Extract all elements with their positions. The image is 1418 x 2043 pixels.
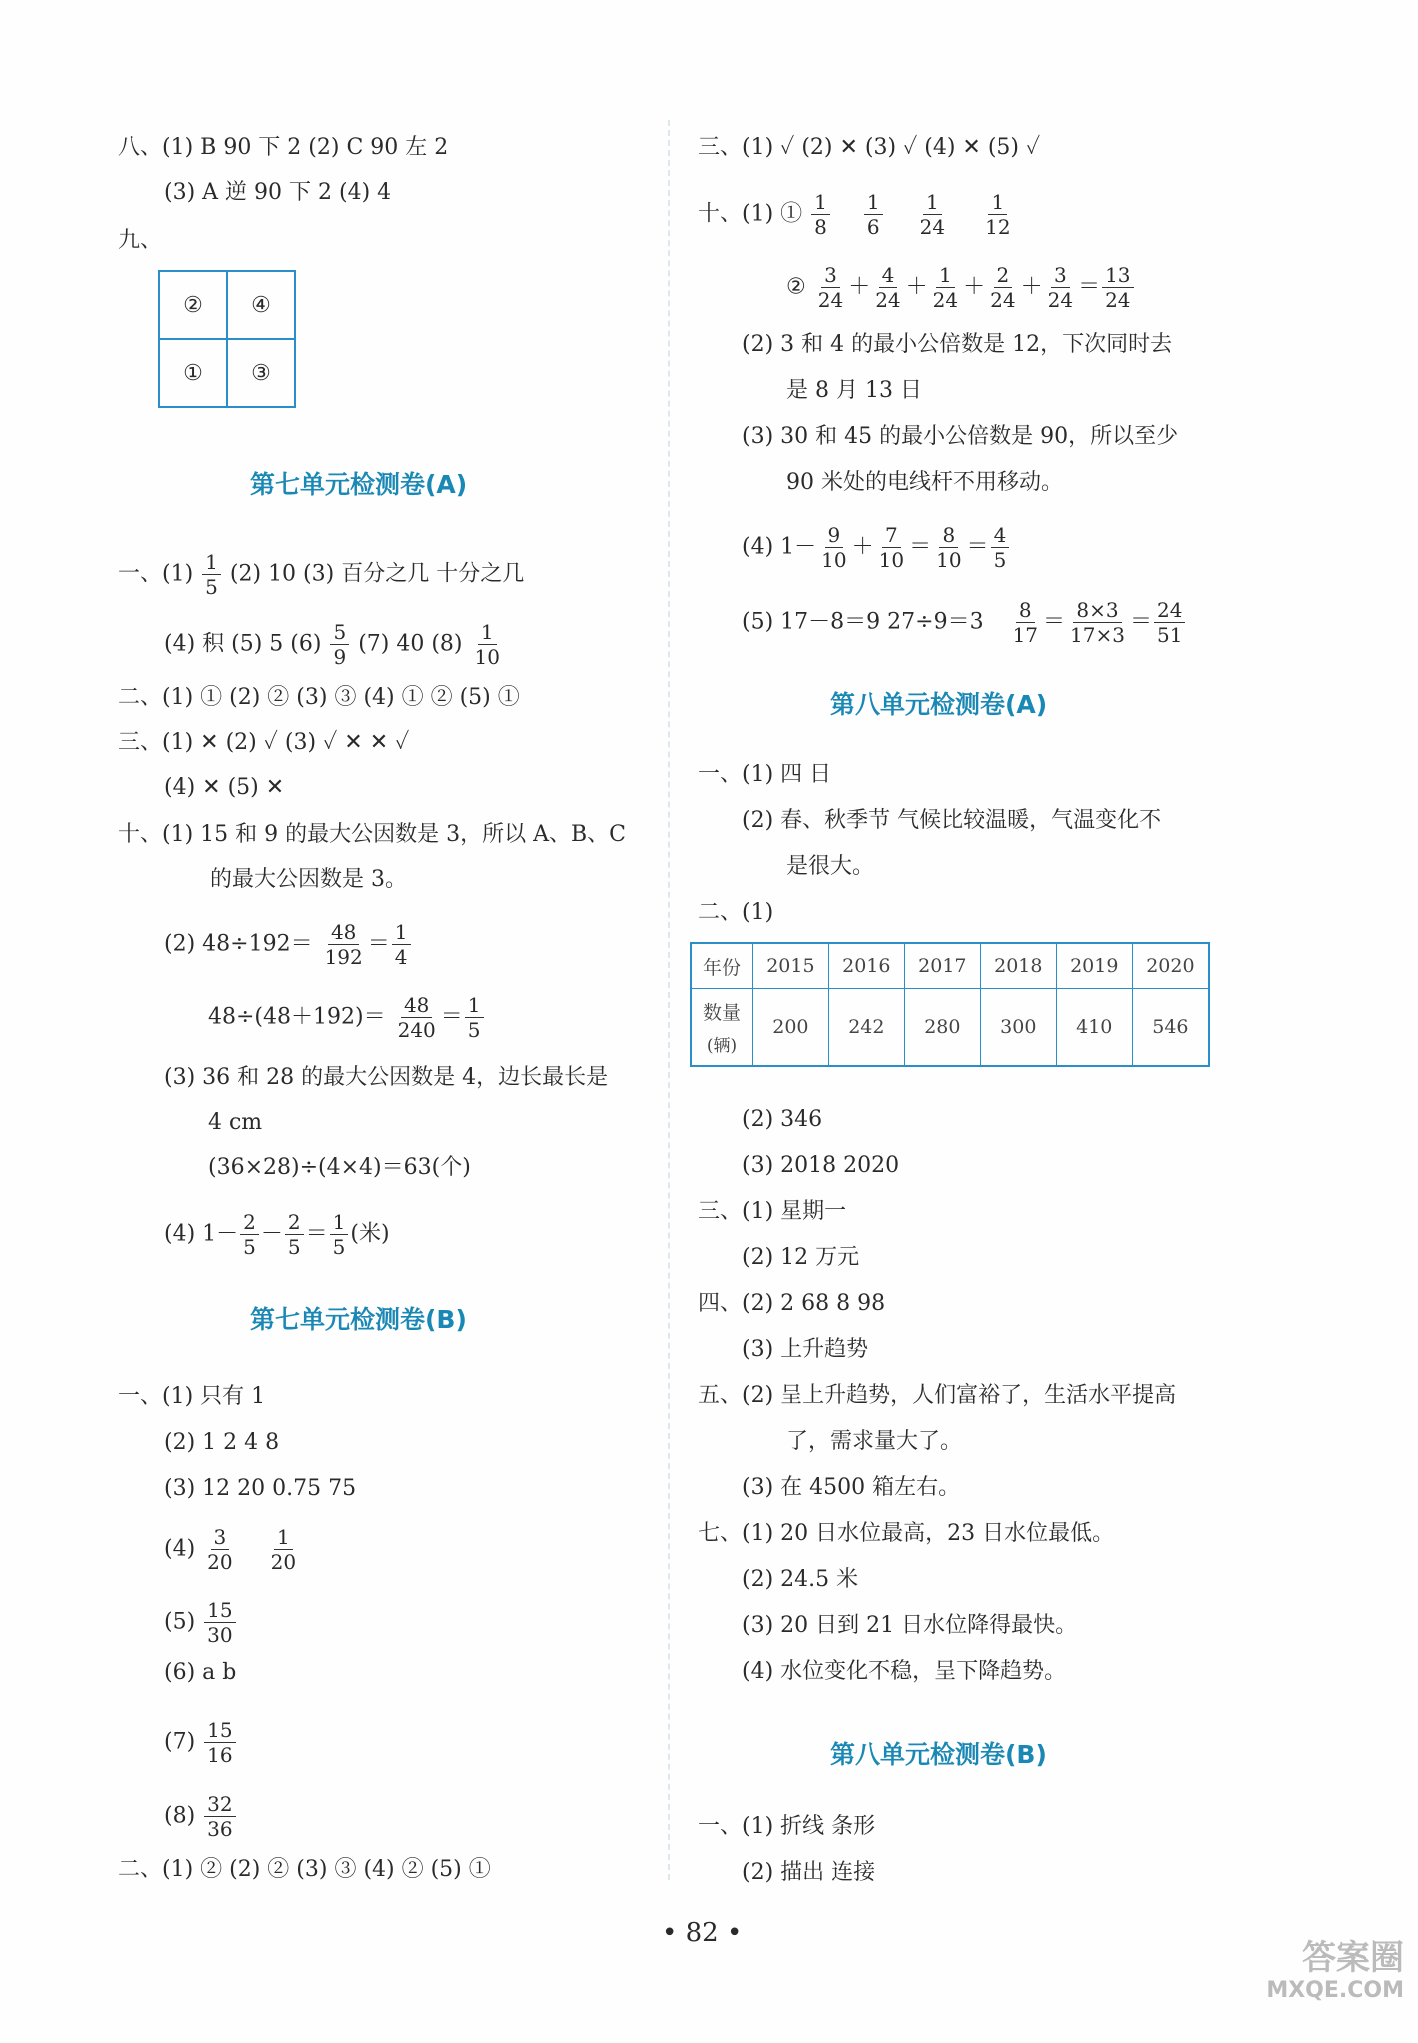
answer-c1-line2: (2) 春、秋季节 气候比较温暖，气温变化不 [742, 808, 1162, 833]
answer-b1-line4: (4) $\frac{3}{20}$ $\frac{1}{20}$ [164, 1525, 297, 1574]
answer-b1-line3: (3) 12 20 0.75 75 [164, 1476, 357, 1501]
table-header-cell: 2018 [980, 943, 1056, 989]
answer-r10-line6: 90 米处的电线杆不用移动。 [786, 470, 1063, 495]
grid-cell: ③ [251, 360, 271, 386]
answer-a10-line2: 的最大公因数是 3。 [210, 867, 407, 892]
answer-a10-line5: (3) 36 和 28 的最大公因数是 4，边长最长是 [164, 1065, 609, 1090]
grid-cell: ① [183, 360, 203, 386]
answer-b1-line5: (5) $\frac{15}{30}$ [164, 1598, 238, 1647]
answer-a1-line2: (4) 积 (5) 5 (6) $\frac{5}{9}$ (7) 40 (8) $\frac{1}{10}$ [164, 620, 500, 669]
answer-d1-line2: (2) 描出 连接 [742, 1860, 876, 1885]
answer-a1-line1: 一、(1) $\frac{1}{5}$ (2) 10 (3) 百分之几 十分之几 [118, 550, 525, 599]
square-grid-figure [158, 270, 296, 408]
answer-r10-line8: (5) 17－8＝9 27÷9＝3 $\frac{8}{17}$ ＝ $\frac{8\times 3}{17\times 3}$ ＝ $\frac{24}{51}$ [742, 598, 1187, 647]
answer-c4-line1: 四、(2) 2 68 8 98 [698, 1291, 886, 1316]
answer-r10-line5: (3) 30 和 45 的最小公倍数是 90，所以至少 [742, 424, 1179, 449]
answer-a3-line1: 三、(1) ✕ (2) ✓ (3) ✓ ✕ ✕ ✓ [118, 730, 410, 755]
table-cell: 546 [1132, 989, 1209, 1067]
answer-c4-line2: (3) 上升趋势 [742, 1337, 869, 1362]
answer-c5-line3: (3) 在 4500 箱左右。 [742, 1475, 961, 1500]
answer-a10-line7: (36×28)÷(4×4)＝63(个) [208, 1155, 471, 1180]
section-title-unit7-b: 第七单元检测卷(B) [250, 1305, 467, 1334]
answer-b1-line1: 一、(1) 只有 1 [118, 1384, 266, 1409]
column-divider [668, 120, 670, 1880]
table-row [691, 989, 1209, 1067]
table-cell: 280 [904, 989, 980, 1067]
answer-8-line1: 八、(1) B 90 下 2 (2) C 90 左 2 [118, 135, 449, 160]
answer-a10-line4: 48÷(48＋192)＝ $\frac{48}{240}$ ＝ $\frac{1}{5}$ [208, 993, 486, 1042]
answer-a10-line3: (2) 48÷192＝ $\frac{48}{192}$ ＝ $\frac{1}{4}$ [164, 920, 413, 969]
answer-b2: 二、(1) ② (2) ② (3) ③ (4) ② (5) ① [118, 1857, 491, 1882]
grid-cell: ② [183, 292, 203, 318]
answer-c7-line4: (4) 水位变化不稳，呈下降趋势。 [742, 1659, 1067, 1684]
answer-c3-line2: (2) 12 万元 [742, 1245, 860, 1270]
answer-b1-line2: (2) 1 2 4 8 [164, 1430, 280, 1455]
answer-d1-line1: 一、(1) 折线 条形 [698, 1814, 876, 1839]
answer-c2-line2: (2) 346 [742, 1107, 823, 1132]
table-cell: 300 [980, 989, 1056, 1067]
answer-c2-label: 二、(1) [698, 900, 774, 925]
answer-b1-line8: (8) $\frac{32}{36}$ [164, 1792, 238, 1841]
answer-c7-line1: 七、(1) 20 日水位最高，23 日水位最低。 [698, 1521, 1115, 1546]
answer-a10-line8: (4) 1－ $\frac{2}{5}$ － $\frac{2}{5}$ ＝ $\frac{1}{5}$ (米) [164, 1210, 390, 1259]
page-number: • 82 • [662, 1918, 743, 1948]
answer-c3-line1: 三、(1) 星期一 [698, 1199, 847, 1224]
table-cell: 410 [1056, 989, 1132, 1067]
table-header-cell: 年份 [691, 943, 752, 989]
table-header-cell: 2017 [904, 943, 980, 989]
answer-a3-line2: (4) ✕ (5) ✕ [164, 775, 285, 800]
answer-r10-line1: 十、(1) ① $\frac{1}{8}$ $\frac{1}{6}$ $\frac{1}{24}$ $\frac{1}{12}$ [698, 190, 1011, 239]
section-title-unit8-a: 第八单元检测卷(A) [830, 690, 1048, 719]
table-header-cell: 2020 [1132, 943, 1209, 989]
table-cell: 200 [752, 989, 828, 1067]
answer-c5-line2: 了，需求量大了。 [786, 1429, 963, 1454]
answer-r10-line7: (4) 1－ $\frac{9}{10}$ ＋ $\frac{7}{10}$ ＝ $\frac{8}{10}$ ＝ $\frac{4}{5}$ [742, 523, 1011, 572]
answer-a10-line6: 4 cm [208, 1110, 263, 1135]
watermark-logo: 答案圈 MXQE.COM [1266, 1938, 1404, 2003]
answer-r10-line4: 是 8 月 13 日 [786, 378, 922, 403]
answer-8-line2: (3) A 逆 90 下 2 (4) 4 [164, 180, 392, 205]
answer-c7-line3: (3) 20 日到 21 日水位降得最快。 [742, 1613, 1078, 1638]
answer-b1-line7: (7) $\frac{15}{16}$ [164, 1718, 238, 1767]
answer-r3: 三、(1) ✓ (2) ✕ (3) ✓ (4) ✕ (5) ✓ [698, 135, 1041, 160]
answer-a2: 二、(1) ① (2) ② (3) ③ (4) ① ② (5) ① [118, 685, 520, 710]
table-header-cell: 2016 [828, 943, 904, 989]
data-table [690, 942, 1210, 1067]
answer-c1-line1: 一、(1) 四 日 [698, 762, 832, 787]
answer-r10-line2: ② $\frac{3}{24}$ ＋ $\frac{4}{24}$ ＋ $\frac{1}{24}$ ＋ $\frac{2}{24}$ ＋ $\frac{3}{24}$ ＝ $\frac{13}{24}$ [786, 263, 1136, 312]
answer-b1-line6: (6) a b [164, 1660, 237, 1685]
section-title-unit7-a: 第七单元检测卷(A) [250, 470, 468, 499]
table-header-cell: 2019 [1056, 943, 1132, 989]
grid-cell: ④ [251, 292, 271, 318]
table-header-cell: 2015 [752, 943, 828, 989]
table-cell: 242 [828, 989, 904, 1067]
answer-r10-line3: (2) 3 和 4 的最小公倍数是 12，下次同时去 [742, 332, 1173, 357]
table-row [691, 943, 1209, 989]
answer-c5-line1: 五、(2) 呈上升趋势，人们富裕了，生活水平提高 [698, 1383, 1177, 1408]
answer-c1-line3: 是很大。 [786, 854, 875, 879]
answer-9-label: 九、 [118, 228, 163, 253]
answer-c7-line2: (2) 24.5 米 [742, 1567, 859, 1592]
answer-c2-line3: (3) 2018 2020 [742, 1153, 900, 1178]
table-row-label: 数量 (辆) [691, 989, 752, 1067]
section-title-unit8-b: 第八单元检测卷(B) [830, 1740, 1047, 1769]
answer-a10-line1: 十、(1) 15 和 9 的最大公因数是 3，所以 A、B、C [118, 822, 626, 847]
